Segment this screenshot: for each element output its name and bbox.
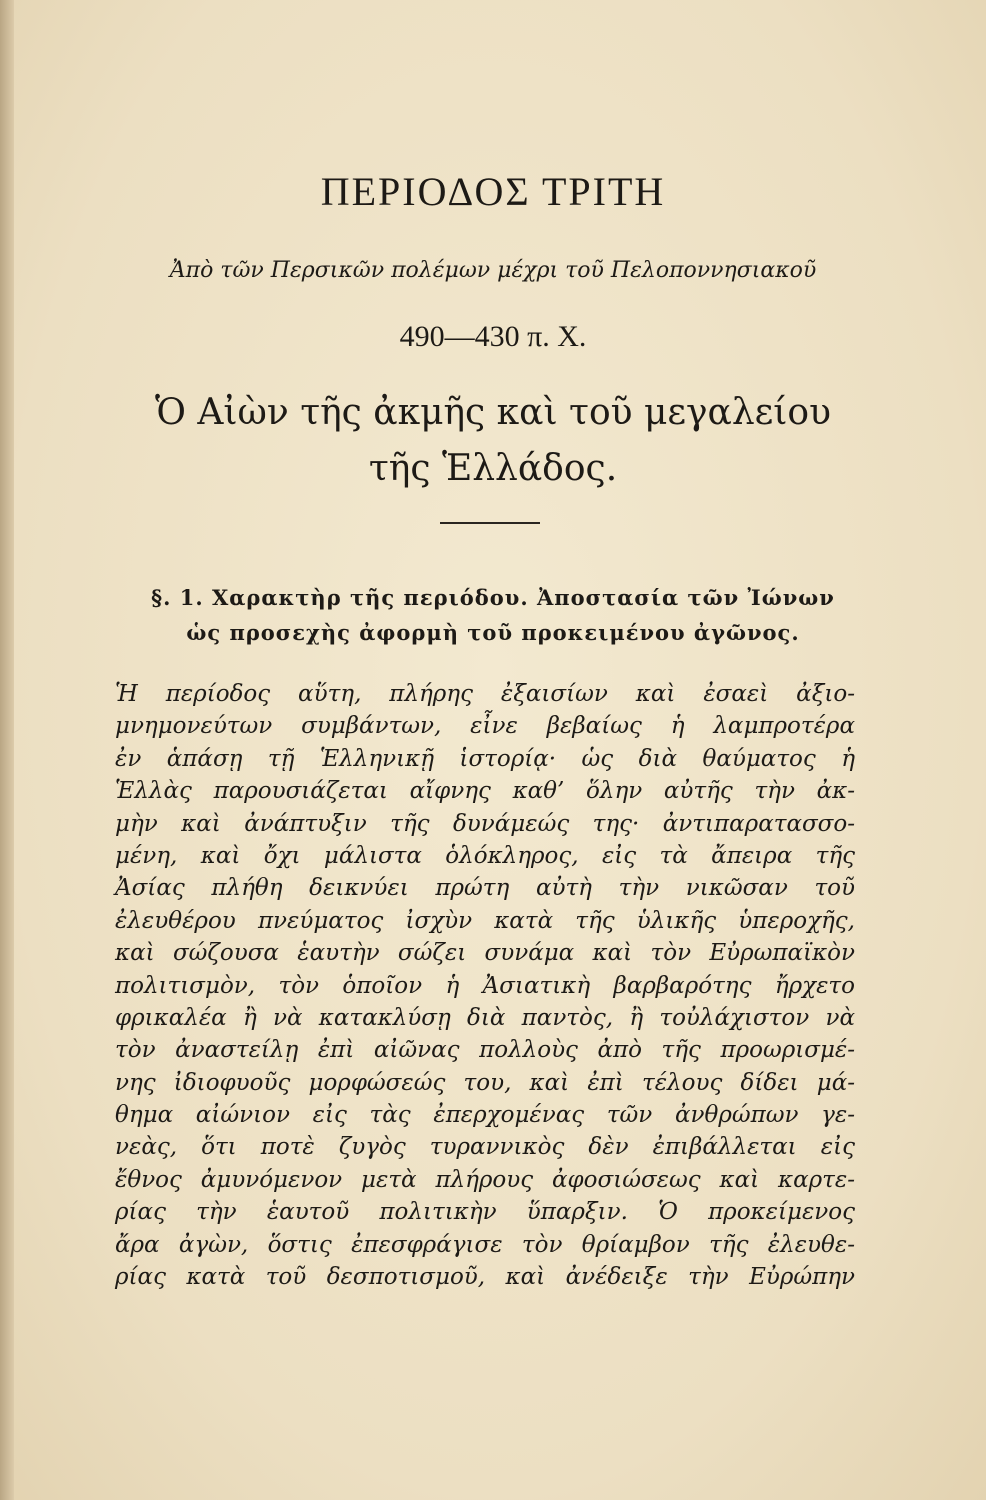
text-line: θημα αἰώνιον εἰς τὰς ἐπερχομένας τῶν ἀνθρώπων γε- — [115, 1102, 855, 1129]
section-title-line-2: ὡς προσεχὴς ἀφορμὴ τοῦ προκειμένου ἀγῶνος. — [186, 620, 800, 645]
text-line: ἄρα ἀγὼν, ὅστις ἐπεσφράγισε τὸν θρίαμβον τῆς ἐλευθε- — [115, 1231, 855, 1258]
chapter-heading-line-2: τῆς Ἑλλάδος. — [368, 448, 618, 489]
text-line: ἐλευθέρου πνεύματος ἰσχὺν κατὰ τῆς ὑλικῆς ὑπεροχῆς, — [115, 907, 855, 934]
text-line: μένη, καὶ ὄχι μάλιστα ὁλόκληρος, εἰς τὰ ἄπειρα τῆς — [115, 842, 855, 869]
text-line: μνημονεύτων συμβάντων, εἶνε βεβαίως ἡ λαμπροτέρα — [115, 713, 855, 740]
body-paragraph — [115, 678, 855, 1293]
page-binding-edge — [0, 0, 14, 1500]
text-line: ἔθνος ἀμυνόμενον μετὰ πλήρους ἀφοσιώσεως καὶ καρτε- — [115, 1166, 855, 1193]
section-title-line-1: §. 1. Χαρακτὴρ τῆς περιόδου. Ἀποστασία τῶν Ἰώνων — [151, 585, 835, 610]
text-line: ρίας τὴν ἑαυτοῦ πολιτικὴν ὕπαρξιν. Ὁ προκείμενος — [115, 1199, 855, 1226]
text-line: νεὰς, ὅτι ποτὲ ζυγὸς τυραννικὸς δὲν ἐπιβάλλεται εἰς — [115, 1134, 855, 1161]
date-range: 490—430 π. Χ. — [399, 320, 587, 353]
text-line: Ἡ περίοδος αὕτη, πλήρης ἐξαισίων καὶ ἐσαεὶ ἀξιο- — [115, 681, 855, 707]
text-line: ἐν ἁπάσῃ τῇ Ἑλληνικῇ ἱστορίᾳ· ὡς διὰ θαύματος ἡ — [115, 745, 855, 772]
chapter-heading-line-1: Ὁ Αἰὼν τῆς ἀκμῆς καὶ τοῦ μεγαλείου — [155, 392, 831, 433]
divider-rule — [440, 522, 540, 524]
text-line: πολιτισμὸν, τὸν ὁποῖον ἡ Ἀσιατικὴ βαρβαρότης ἤρχετο — [115, 972, 855, 999]
text-line: καὶ σώζουσα ἑαυτὴν σώζει συνάμα καὶ τὸν Εὐρωπαϊκὸν — [115, 940, 855, 967]
text-line: Ἀσίας πλήθη δεικνύει πρώτη αὐτὴ τὴν νικῶσαν τοῦ — [115, 875, 855, 902]
text-line: τὸν ἀναστείλῃ ἐπὶ αἰῶνας πολλοὺς ἀπὸ τῆς προωρισμέ- — [115, 1037, 855, 1064]
text-line: ρίας κατὰ τοῦ δεσποτισμοῦ, καὶ ἀνέδειξε τὴν Εὐρώπην — [115, 1264, 855, 1291]
text-line: μὴν καὶ ἀνάπτυξιν τῆς δυνάμεώς της· ἀντιπαρατασσο- — [115, 810, 855, 837]
text-line: Ἑλλὰς παρουσιάζεται αἴφνης καθ’ ὅλην αὐτῆς τὴν ἀκ- — [115, 778, 855, 805]
page-title: ΠΕΡΙΟΔΟΣ ΤΡΙΤΗ — [320, 169, 666, 214]
text-line: νης ἰδιοφυοῦς μορφώσεώς του, καὶ ἐπὶ τέλους δίδει μά- — [115, 1069, 855, 1096]
page-subtitle: Ἀπὸ τῶν Περσικῶν πολέμων μέχρι τοῦ Πελοποννησιακοῦ — [169, 258, 817, 283]
text-line: φρικαλέα ἢ νὰ κατακλύσῃ διὰ παντὸς, ἢ τοὐλάχιστον νὰ — [115, 1004, 855, 1031]
